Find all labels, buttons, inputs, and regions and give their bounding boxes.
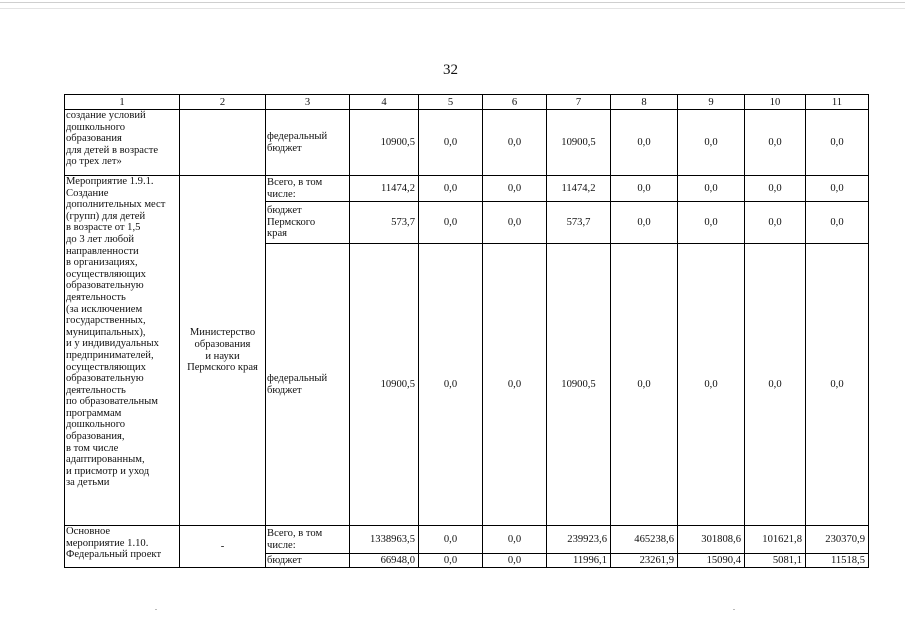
funding-source: федеральный бюджет [266, 110, 350, 176]
value-cell: 0,0 [611, 176, 678, 202]
value-cell: 0,0 [483, 244, 547, 526]
budget-table [64, 94, 869, 568]
column-header: 4 [350, 95, 419, 110]
value-cell: 101621,8 [745, 526, 806, 554]
value-cell: 0,0 [611, 202, 678, 244]
value-cell: 239923,6 [547, 526, 611, 554]
funding-source: бюджет [266, 554, 350, 568]
column-header: 1 [65, 95, 180, 110]
value-cell: 0,0 [611, 244, 678, 526]
value-cell: 0,0 [483, 202, 547, 244]
scan-speck [733, 609, 735, 610]
value-cell: 0,0 [419, 554, 483, 568]
table-row [65, 526, 869, 554]
funding-source: федеральный бюджет [266, 244, 350, 526]
value-cell: 0,0 [745, 202, 806, 244]
funding-source: Всего, в том числе: [266, 526, 350, 554]
value-cell: 0,0 [806, 202, 869, 244]
value-cell: 11474,2 [350, 176, 419, 202]
value-cell: 1338963,5 [350, 526, 419, 554]
value-cell: 5081,1 [745, 554, 806, 568]
value-cell: 11518,5 [806, 554, 869, 568]
executor-cell: - [180, 526, 266, 568]
column-header: 8 [611, 95, 678, 110]
activity-description: Мероприятие 1.9.1. Создание дополнительных мест (групп) для детей в возрасте от 1,5 до 3 лет любой направленности в организациях, осуществляющих образовательную деятельность (за исключением государственных, муниципальных), и у индивидуальных предпринимателей, осуществляющих образовательную деятельность по образовательным программам дошкольного образования, в том числе адаптированным, и присмотр и уход за детьми [65, 176, 180, 526]
value-cell: 0,0 [419, 526, 483, 554]
value-cell: 23261,9 [611, 554, 678, 568]
activity-description: создание условий дошкольного образования для детей в возрасте до трех лет» [65, 110, 180, 176]
column-header: 5 [419, 95, 483, 110]
column-header: 10 [745, 95, 806, 110]
value-cell: 0,0 [483, 176, 547, 202]
value-cell: 0,0 [806, 110, 869, 176]
page-top-rule [0, 2, 905, 3]
value-cell: 0,0 [745, 176, 806, 202]
value-cell: 0,0 [611, 110, 678, 176]
value-cell: 11474,2 [547, 176, 611, 202]
column-header: 2 [180, 95, 266, 110]
value-cell: 11996,1 [547, 554, 611, 568]
value-cell: 0,0 [483, 554, 547, 568]
column-header: 6 [483, 95, 547, 110]
value-cell: 10900,5 [350, 244, 419, 526]
page-top-rule-faint [0, 8, 905, 9]
value-cell: 0,0 [745, 110, 806, 176]
value-cell: 66948,0 [350, 554, 419, 568]
value-cell: 0,0 [806, 244, 869, 526]
value-cell: 0,0 [483, 110, 547, 176]
value-cell: 15090,4 [678, 554, 745, 568]
table-row [65, 110, 869, 176]
value-cell: 0,0 [806, 176, 869, 202]
value-cell: 573,7 [350, 202, 419, 244]
value-cell: 301808,6 [678, 526, 745, 554]
funding-source: Всего, в том числе: [266, 176, 350, 202]
executor-cell: Министерство образования и науки Пермского края [180, 176, 266, 526]
column-header: 7 [547, 95, 611, 110]
table-row [65, 176, 869, 202]
value-cell: 0,0 [419, 202, 483, 244]
column-header: 9 [678, 95, 745, 110]
activity-description: Основное мероприятие 1.10. Федеральный проект [65, 526, 180, 568]
value-cell: 0,0 [419, 110, 483, 176]
column-header: 3 [266, 95, 350, 110]
page-number: 32 [443, 62, 458, 78]
value-cell: 0,0 [419, 176, 483, 202]
value-cell: 0,0 [419, 244, 483, 526]
funding-source: бюджет Пермского края [266, 202, 350, 244]
value-cell: 0,0 [745, 244, 806, 526]
scan-speck [155, 609, 157, 610]
value-cell: 230370,9 [806, 526, 869, 554]
column-header: 11 [806, 95, 869, 110]
value-cell: 10900,5 [350, 110, 419, 176]
value-cell: 0,0 [678, 110, 745, 176]
value-cell: 0,0 [678, 176, 745, 202]
executor-cell [180, 110, 266, 176]
column-number-row [65, 95, 869, 110]
value-cell: 573,7 [547, 202, 611, 244]
value-cell: 10900,5 [547, 110, 611, 176]
value-cell: 0,0 [483, 526, 547, 554]
value-cell: 465238,6 [611, 526, 678, 554]
value-cell: 0,0 [678, 202, 745, 244]
value-cell: 10900,5 [547, 244, 611, 526]
value-cell: 0,0 [678, 244, 745, 526]
